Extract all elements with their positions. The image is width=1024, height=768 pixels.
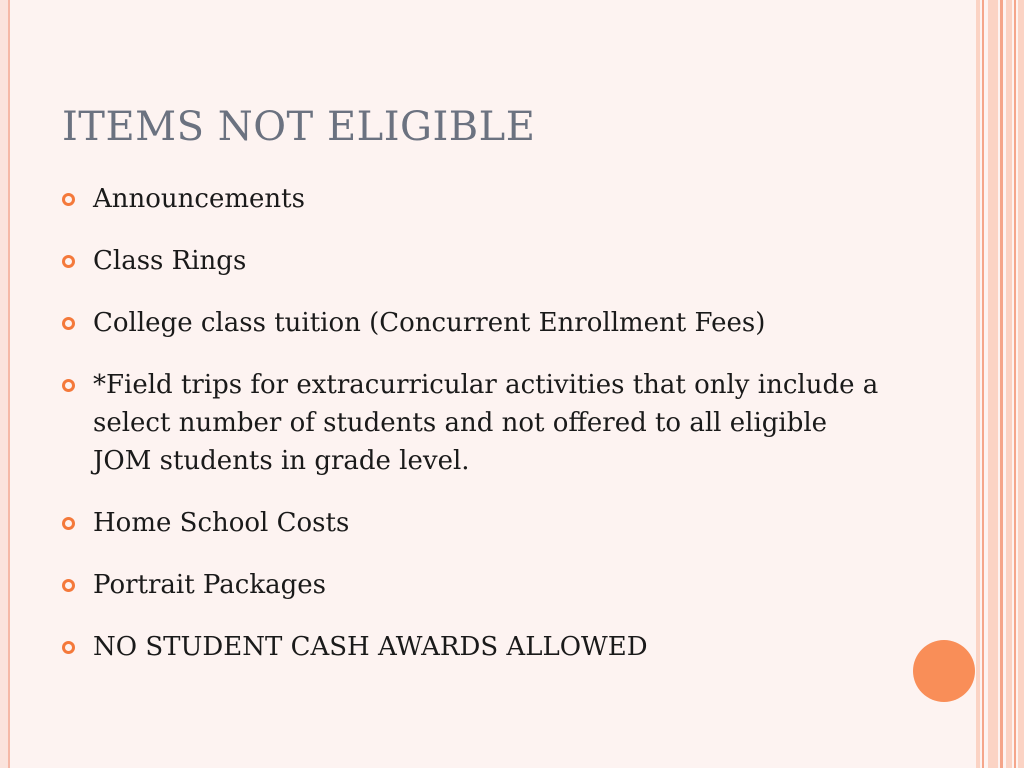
left-border [0, 0, 8, 768]
bullet-list [62, 180, 892, 690]
bullet-text: College class tuition (Concurrent Enrollment Fees) [93, 308, 766, 338]
bullet-text: Home School Costs [93, 508, 350, 538]
ring-bullet-icon [62, 255, 75, 268]
orange-circle-icon [913, 640, 975, 702]
bullet-item [62, 180, 892, 218]
bullet-text: Class Rings [93, 246, 247, 276]
bullet-text: Announcements [93, 184, 305, 214]
ring-bullet-icon [62, 317, 75, 330]
bullet-item [62, 304, 892, 342]
bullet-item [62, 566, 892, 604]
stripe [1014, 0, 1016, 768]
stripe [1018, 0, 1024, 768]
stripe [982, 0, 984, 768]
ring-bullet-icon [62, 579, 75, 592]
bullet-item [62, 366, 892, 480]
ring-bullet-icon [62, 517, 75, 530]
slide-title: ITEMS NOT ELIGIBLE [62, 104, 536, 150]
bullet-text: *Field trips for extracurricular activities that only include a select number of students and not offered to all eligible JOM students in grade level. [93, 370, 879, 476]
ring-bullet-icon [62, 193, 75, 206]
stripe [976, 0, 980, 768]
right-decorative-stripes [976, 0, 1024, 768]
stripe [988, 0, 998, 768]
bullet-text: NO STUDENT CASH AWARDS ALLOWED [93, 632, 648, 662]
stripe [1000, 0, 1003, 768]
left-border-line [8, 0, 10, 768]
bullet-item [62, 504, 892, 542]
bullet-item [62, 628, 892, 666]
ring-bullet-icon [62, 379, 75, 392]
ring-bullet-icon [62, 641, 75, 654]
bullet-item [62, 242, 892, 280]
stripe [1006, 0, 1012, 768]
bullet-text: Portrait Packages [93, 570, 326, 600]
